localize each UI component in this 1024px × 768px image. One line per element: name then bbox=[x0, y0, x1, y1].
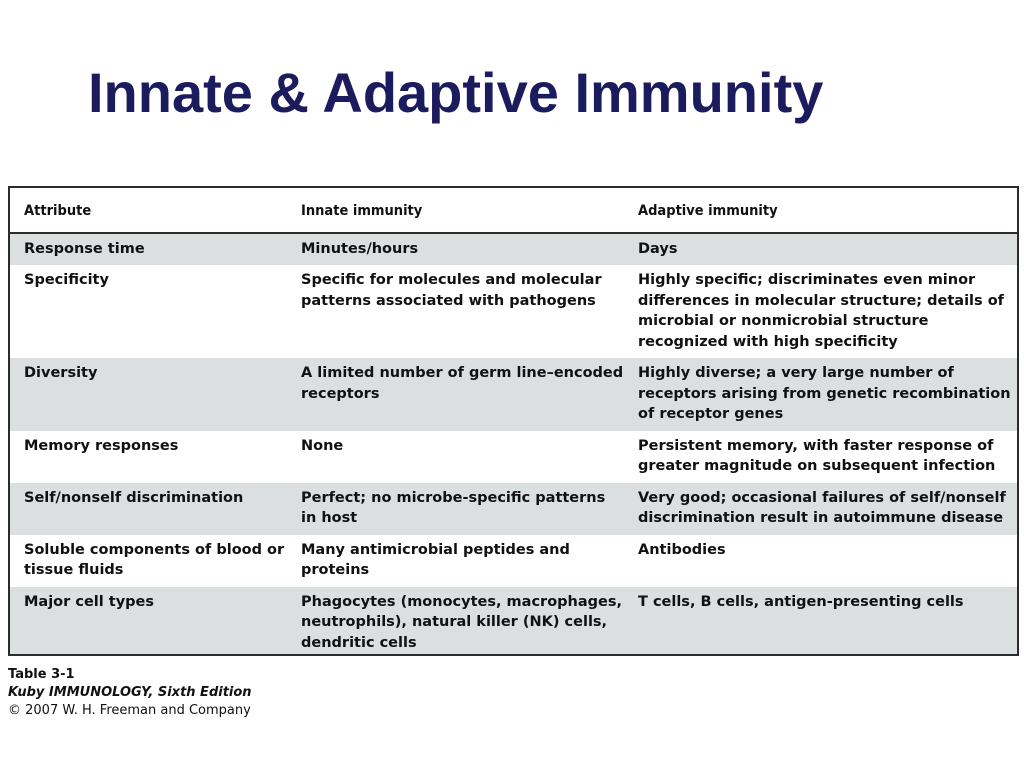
attribute-cell: Specificity bbox=[24, 272, 109, 288]
adaptive-cell: Highly specific; discriminates even minor differences in molecular structure; details of microbial or nonmicrobial structure recognized with high specificity bbox=[638, 272, 1004, 350]
comparison-table bbox=[8, 186, 1019, 656]
attribute-cell: Soluble components of blood or tissue fluids bbox=[24, 541, 285, 578]
book-title: Kuby IMMUNOLOGY, Sixth Edition bbox=[8, 685, 252, 700]
table-number: Table 3-1 bbox=[8, 667, 75, 682]
table-row bbox=[10, 431, 1017, 483]
attribute-cell: Response time bbox=[24, 240, 145, 257]
innate-cell: Phagocytes (monocytes, macrophages, neutrophils), natural killer (NK) cells, dendritic cells bbox=[301, 593, 622, 651]
header-adaptive: Adaptive immunity bbox=[624, 188, 1017, 233]
header-attribute: Attribute bbox=[10, 188, 287, 233]
attribute-cell: Diversity bbox=[24, 365, 98, 381]
innate-cell: A limited number of germ line–encoded receptors bbox=[301, 365, 624, 402]
attribute-cell: Memory responses bbox=[24, 437, 179, 454]
adaptive-cell: Highly diverse; a very large number of receptors arising from genetic recombination of receptor genes bbox=[638, 365, 1011, 422]
table-row bbox=[10, 483, 1017, 535]
adaptive-cell: Persistent memory, with faster response of greater magnitude on subsequent infection bbox=[638, 437, 996, 474]
table-row bbox=[10, 358, 1017, 431]
copyright-line: © 2007 W. H. Freeman and Company bbox=[8, 703, 251, 718]
table-row bbox=[10, 233, 1017, 266]
innate-cell: Perfect; no microbe-specific patterns in host bbox=[301, 489, 606, 526]
table-row bbox=[10, 587, 1017, 657]
attribute-cell: Major cell types bbox=[24, 593, 154, 610]
innate-cell: None bbox=[301, 437, 344, 454]
innate-cell: Many antimicrobial peptides and proteins bbox=[301, 541, 570, 578]
adaptive-cell: Very good; occasional failures of self/nonself discrimination result in autoimmune disease bbox=[638, 489, 1006, 526]
adaptive-cell: Antibodies bbox=[638, 541, 726, 558]
slide-title: Innate & Adaptive Immunity bbox=[88, 61, 824, 124]
adaptive-cell: T cells, B cells, antigen-presenting cells bbox=[638, 593, 964, 610]
adaptive-cell: Days bbox=[638, 240, 678, 257]
header-innate: Innate immunity bbox=[287, 188, 624, 233]
table-row bbox=[10, 535, 1017, 587]
attribute-cell: Self/nonself discrimination bbox=[24, 489, 244, 506]
innate-cell: Specific for molecules and molecular patterns associated with pathogens bbox=[301, 272, 602, 309]
table-row bbox=[10, 265, 1017, 358]
table-caption bbox=[8, 666, 252, 720]
innate-cell: Minutes/hours bbox=[301, 240, 419, 257]
table-header-row bbox=[10, 188, 1017, 233]
